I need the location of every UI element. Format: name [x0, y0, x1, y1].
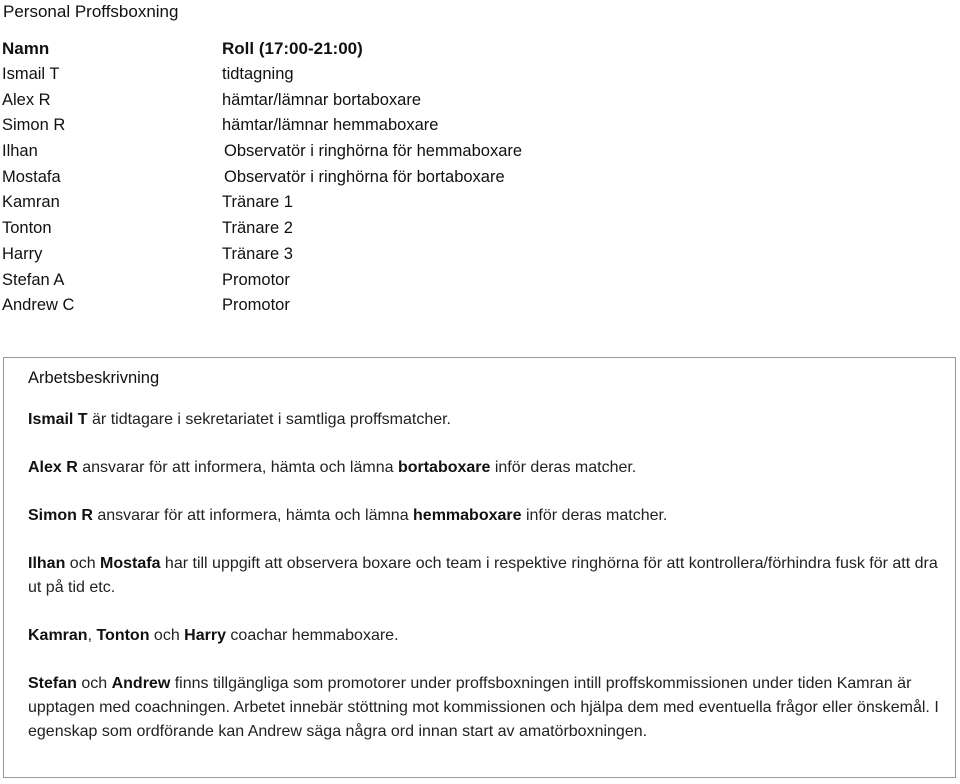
staff-role: Tränare 2	[222, 219, 293, 238]
staff-roster	[2, 36, 522, 319]
roster-row	[2, 242, 522, 268]
person-name: Mostafa	[100, 555, 161, 572]
roster-row	[2, 293, 522, 319]
description-paragraph-home-boxers	[28, 504, 945, 528]
staff-role: Tränare 1	[222, 193, 293, 212]
paragraph-text: finns tillgängliga som promotorer under proffsboxningen intill proffskommissionen under tiden Kamran är upptagen med coachningen. Arbetet innebär stöttning mot kommissionen och hjälpa dem med eventuella frågor eller önskemål. I egenskap som ordförande kan Andrew säga några ord innan start av amatörboxningen.	[28, 675, 939, 740]
column-header-role: Roll (17:00-21:00)	[222, 38, 363, 58]
staff-name: Kamran	[2, 193, 60, 212]
person-name: Ismail T	[28, 411, 88, 428]
description-paragraph-away-boxers	[28, 456, 945, 480]
roster-row	[2, 216, 522, 242]
staff-name: Harry	[2, 244, 43, 263]
person-name: Ilhan	[28, 555, 66, 572]
roster-row	[2, 113, 522, 139]
person-name: Harry	[184, 627, 226, 644]
staff-name: Andrew C	[2, 296, 75, 315]
person-name: Andrew	[111, 675, 171, 692]
paragraph-text: inför deras matcher.	[521, 507, 668, 524]
staff-role: Promotor	[222, 296, 290, 315]
staff-name: Stefan A	[2, 270, 65, 289]
roster-row	[2, 139, 522, 165]
staff-role: hämtar/lämnar hemmaboxare	[222, 116, 439, 135]
emphasis-text: bortaboxare	[397, 459, 491, 476]
description-paragraph-observers	[28, 552, 945, 600]
person-name: Alex R	[28, 459, 78, 476]
roster-row	[2, 267, 522, 293]
person-name: Stefan	[28, 675, 77, 692]
roster-row	[2, 164, 522, 190]
paragraph-text: och	[76, 675, 112, 692]
column-header-name: Namn	[2, 38, 50, 58]
staff-role: tidtagning	[222, 65, 294, 84]
staff-name: Simon R	[2, 116, 66, 135]
paragraph-text: är tidtagare i sekretariatet i samtliga proffsmatcher.	[87, 411, 451, 428]
paragraph-text: och	[65, 555, 101, 572]
person-name: Tonton	[96, 627, 150, 644]
staff-name: Tonton	[2, 219, 52, 238]
roster-row	[2, 190, 522, 216]
emphasis-text: hemmaboxare	[413, 507, 522, 524]
description-paragraph-promoters	[28, 672, 945, 744]
staff-name: Alex R	[2, 90, 51, 109]
staff-role: Promotor	[222, 270, 290, 289]
paragraph-text: coachar hemmaboxare.	[225, 627, 399, 644]
staff-role: Tränare 3	[222, 244, 293, 263]
paragraph-text: ansvarar för att informera, hämta och lämna	[77, 459, 398, 476]
paragraph-text: ,	[87, 627, 97, 644]
page-title: Personal Proffsboxning	[3, 2, 179, 21]
staff-role: Observatör i ringhörna för hemmaboxare	[224, 142, 523, 161]
person-name: Simon R	[28, 507, 93, 524]
job-description-title: Arbetsbeskrivning	[28, 369, 160, 387]
paragraph-text: har till uppgift att observera boxare och team i respektive ringhörna för att kontrollera/förhindra fusk för att dra ut på tid etc.	[28, 555, 938, 596]
roster-header	[2, 36, 522, 62]
paragraph-text: ansvarar för att informera, hämta och lämna	[92, 507, 414, 524]
staff-role: Observatör i ringhörna för bortaboxare	[224, 167, 505, 186]
staff-name: Mostafa	[2, 167, 61, 186]
roster-row	[2, 87, 522, 113]
paragraph-text: och	[149, 627, 185, 644]
staff-name: Ismail T	[2, 65, 60, 84]
job-description-box	[3, 357, 956, 778]
staff-name: Ilhan	[2, 142, 38, 161]
roster-row	[2, 62, 522, 88]
description-paragraph-timekeeper	[28, 408, 945, 432]
paragraph-text: inför deras matcher.	[490, 459, 637, 476]
person-name: Kamran	[28, 627, 88, 644]
staff-role: hämtar/lämnar bortaboxare	[222, 90, 422, 109]
description-paragraph-coaches	[28, 624, 945, 648]
